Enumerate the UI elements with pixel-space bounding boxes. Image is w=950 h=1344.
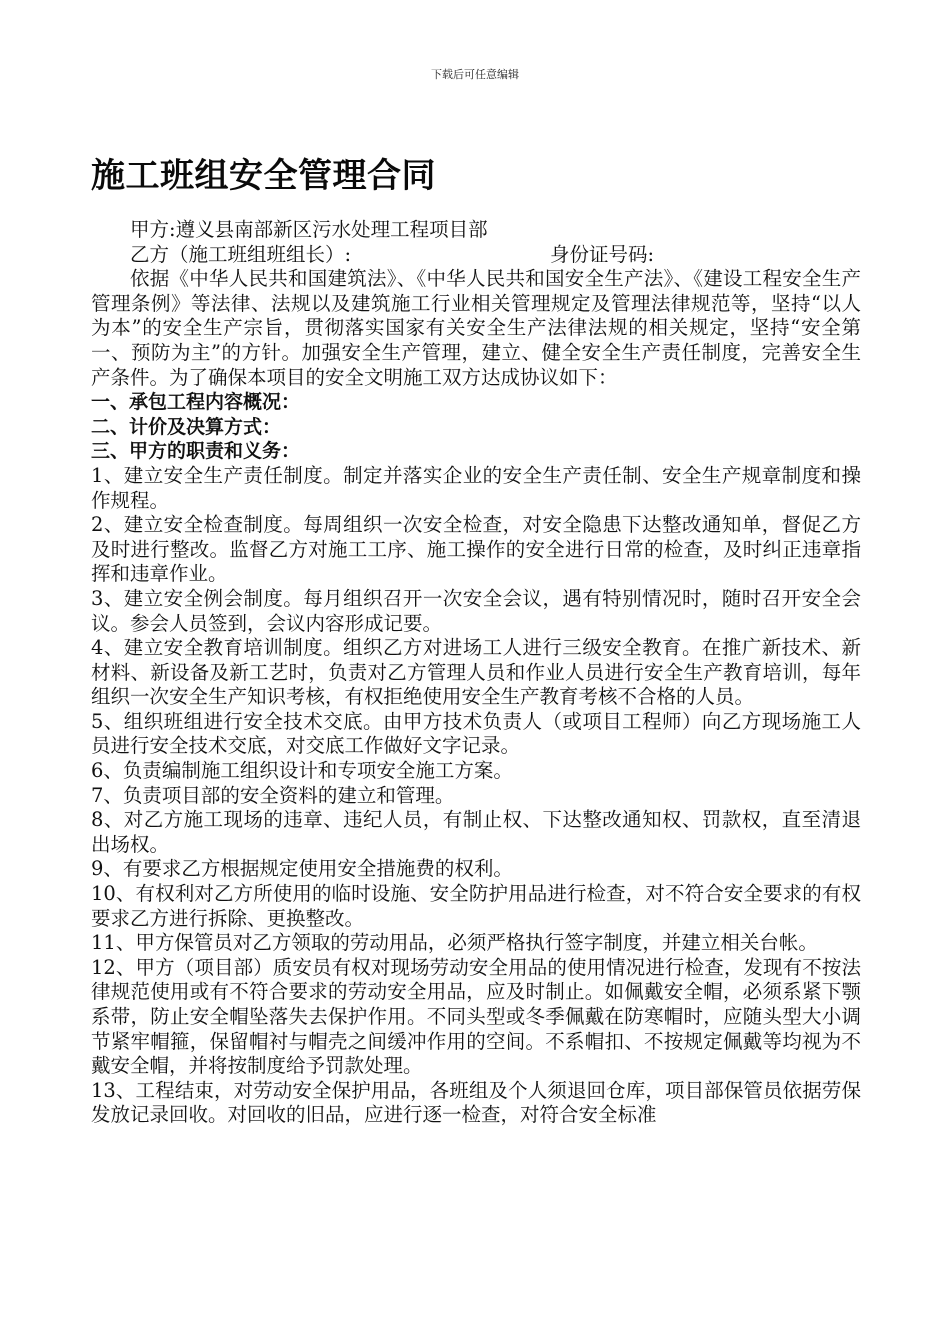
id-number-label: 身份证号码: [550, 242, 655, 266]
document-title: 施工班组安全管理合同 [91, 156, 436, 196]
clause-item: 2、建立安全检查制度。每周组织一次安全检查，对安全隐患下达整改通知单，督促乙方及时进行整改。监督乙方对施工工序、施工操作的安全进行日常的检查，及时纠正违章指挥和违章作业。 [91, 513, 861, 586]
clause-item: 13、工程结束，对劳动安全保护用品，各班组及个人须退回仓库，项目部保管员依据劳保发放记录回收。对回收的旧品，应进行逐一检查，对符合安全标准 [91, 1078, 861, 1127]
header-note: 下载后可任意编辑 [431, 68, 519, 81]
section-heading-3: 三、甲方的职责和义务： [91, 440, 301, 463]
clause-item: 1、建立安全生产责任制度。制定并落实企业的安全生产责任制、安全生产规章制度和操作规程。 [91, 463, 861, 512]
clause-item: 5、组织班组进行安全技术交底。由甲方技术负责人（或项目工程师）向乙方现场施工人员进行安全技术交底，对交底工作做好文字记录。 [91, 709, 861, 758]
clause-item: 11、甲方保管员对乙方领取的劳动用品，必须严格执行签字制度，并建立相关台帐。 [91, 931, 818, 955]
party-b-line [91, 243, 861, 268]
preamble-paragraph: 依据《中华人民共和国建筑法》、《中华人民共和国安全生产法》、《建设工程安全生产管理条例》等法律、法规以及建筑施工行业相关管理规定及管理法律规范等，坚持“以人为本”的安全生产宗旨，贯彻落实国家有关安全生产法律法规的相关规定，坚持“安全第一、预防为主”的方针。加强安全生产管理，建立、健全安全生产责任制度，完善安全生产条件。为了确保本项目的安全文明施工双方达成协议如下： [91, 267, 861, 389]
clause-item: 10、有权利对乙方所使用的临时设施、安全防护用品进行检查，对不符合安全要求的有权要求乙方进行拆除、更换整改。 [91, 882, 861, 930]
clause-item: 4、建立安全教育培训制度。组织乙方对进场工人进行三级安全教育。在推广新技术、新材料、新设备及新工艺时，负责对乙方管理人员和作业人员进行安全生产教育培训，每年组织一次安全生产知识考核，有权拒绝使用安全生产教育考核不合格的人员。 [91, 636, 861, 709]
section-heading-2: 二、计价及决算方式： [91, 415, 282, 438]
document-body [91, 218, 861, 1128]
party-a-line: 甲方:遵义县南部新区污水处理工程项目部 [130, 218, 488, 241]
section-heading-1: 一、承包工程内容概况： [91, 391, 301, 414]
clause-item: 6、负责编制施工组织设计和专项安全施工方案。 [91, 759, 513, 783]
clause-item: 8、对乙方施工现场的违章、违纪人员，有制止权、下达整改通知权、罚款权，直至清退出场权。 [91, 808, 861, 856]
clause-item: 7、负责项目部的安全资料的建立和管理。 [91, 783, 455, 807]
clause-item: 9、有要求乙方根据规定使用安全措施费的权利。 [91, 857, 513, 881]
clause-item: 12、甲方（项目部）质安员有权对现场劳动安全用品的使用情况进行检查，发现有不按法律规范使用或有不符合要求的劳动安全用品，应及时制止。如佩戴安全帽，必须系紧下颚系带，防止安全帽坠落失去保护作用。不同头型或冬季佩戴在防寒帽时，应随头型大小调节紧牢帽箍，保留帽衬与帽壳之间缓冲作用的空间。不系帽扣、不按规定佩戴等均视为不戴安全帽，并将按制度给予罚款处理。 [91, 955, 861, 1078]
party-b-label: 乙方（施工班组班组长）: [130, 242, 352, 266]
clause-item: 3、建立安全例会制度。每月组织召开一次安全会议，遇有特别情况时，随时召开安全会议。参会人员签到，会议内容形成记要。 [91, 586, 861, 635]
